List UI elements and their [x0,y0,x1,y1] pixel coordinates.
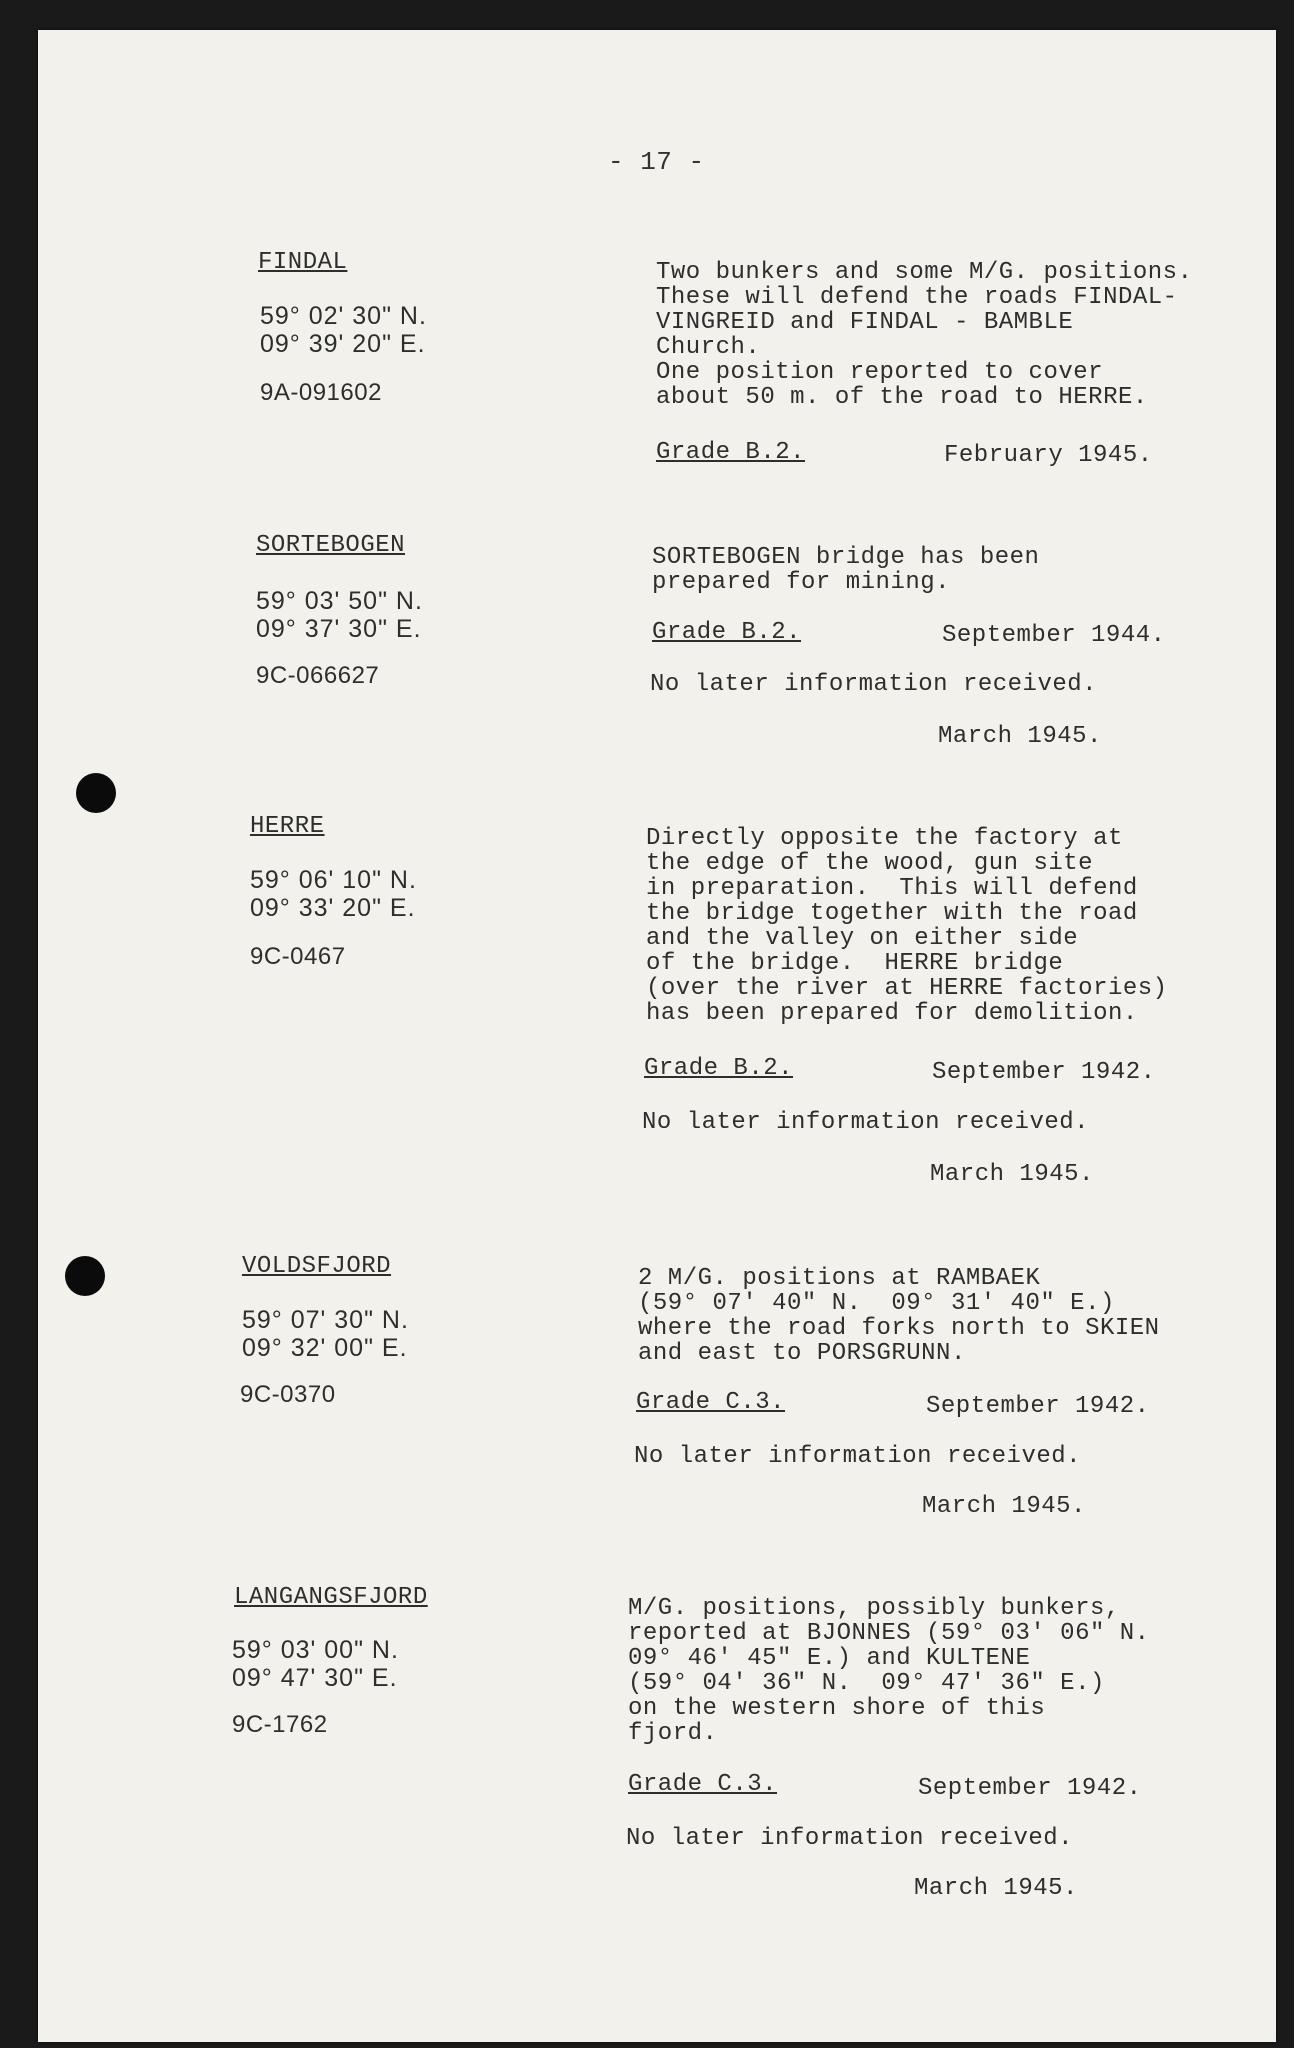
punch-hole-icon [76,773,116,813]
entry-ref: 9C-0467 [250,943,346,970]
entry-ref: 9C-1762 [232,1711,328,1738]
entry-date: February 1945. [944,442,1153,469]
entry-place: FINDAL [258,249,348,276]
entry-lat: 59° 03' 00" N. [232,1636,399,1664]
entry-lat: 59° 06' 10" N. [250,866,417,894]
entry-text: 2 M/G. positions at RAMBAEK (59° 07' 40" N. 09° 31' 40" E.) where the road forks north to SKIEN and east to PORSGRUNN. [638,1265,1160,1367]
entry-date: September 1944. [942,622,1166,649]
entry-lon: 09° 33' 20" E. [250,894,416,922]
entry-grade: Grade B.2. [656,439,806,466]
entry-grade: Grade C.3. [628,1771,778,1798]
entry-note-date: March 1945. [938,723,1102,750]
entry-date: September 1942. [926,1393,1150,1420]
entry-ref: 9C-066627 [256,662,380,689]
entry-text: Directly opposite the factory at the edge of the wood, gun site in preparation. This will defend the bridge together with the road and the valley on either side of the bridge. HERRE bridge (over the river at HERRE factories) has been prepared for demolition. [646,825,1168,1027]
entry-ref: 9C-0370 [240,1381,336,1408]
entry-lat: 59° 03' 50" N. [256,587,423,615]
entry-grade: Grade B.2. [644,1055,794,1082]
entry-lon: 09° 47' 30" E. [232,1664,398,1692]
entry-grade: Grade C.3. [636,1389,786,1416]
entry-lon: 09° 32' 00" E. [242,1334,408,1362]
entry-lon: 09° 37' 30" E. [256,615,422,643]
entry-text: SORTEBOGEN bridge has been prepared for mining. [652,544,1040,596]
entry-note: No later information received. [650,671,1098,698]
entry-note: No later information received. [634,1443,1082,1470]
entry-place: LANGANGSFJORD [234,1584,428,1611]
entry-text: Two bunkers and some M/G. positions. These will defend the roads FINDAL- VINGREID and FINDAL - BAMBLE Church. One position reported to cover about 50 m. of the road to HERRE. [656,259,1193,411]
entry-lat: 59° 02' 30" N. [260,302,427,330]
entry-note-date: March 1945. [930,1161,1094,1188]
entry-place: HERRE [250,813,325,840]
punch-hole-icon [65,1256,105,1296]
entry-ref: 9A-091602 [260,379,382,406]
entry-lon: 09° 39' 20" E. [260,330,426,358]
entry-note-date: March 1945. [914,1875,1078,1902]
entry-note: No later information received. [626,1825,1074,1852]
entry-place: SORTEBOGEN [256,532,406,559]
entry-lat: 59° 07' 30" N. [242,1306,409,1334]
entry-date: September 1942. [918,1775,1142,1802]
entry-text: M/G. positions, possibly bunkers, reported at BJONNES (59° 03' 06" N. 09° 46' 45" E.) and KULTENE (59° 04' 36" N. 09° 47' 36" E.) on the western shore of this fjord. [628,1595,1150,1747]
entry-grade: Grade B.2. [652,619,802,646]
entry-place: VOLDSFJORD [242,1253,392,1280]
entry-note: No later information received. [642,1109,1090,1136]
entry-note-date: March 1945. [922,1493,1086,1520]
page-number: - 17 - [608,147,705,177]
entry-date: September 1942. [932,1059,1156,1086]
